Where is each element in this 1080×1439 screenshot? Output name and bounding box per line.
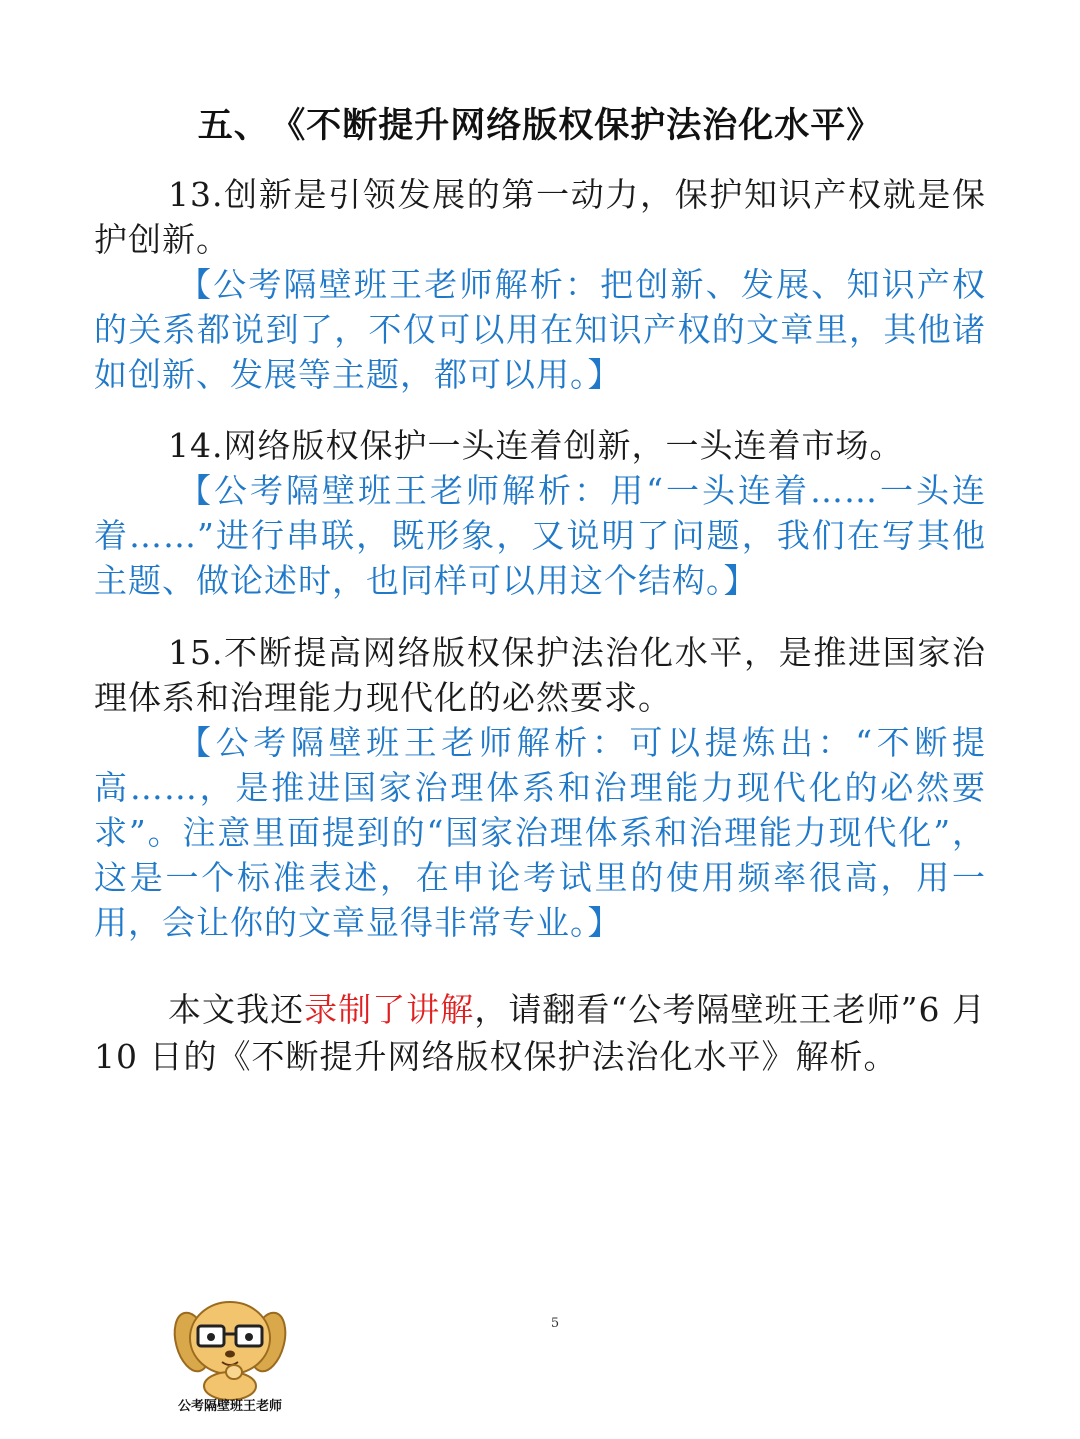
- analysis-text: 【公考隔壁班王老师解析：用“一头连着……一头连着……”进行串联，既形象，又说明了问题，我们在写其他主题、做论述时，也同样可以用这个结构。】: [94, 471, 986, 600]
- mascot-label: 公考隔壁班王老师: [177, 1399, 282, 1414]
- quote-item: [94, 172, 986, 397]
- note-text-after: ，请翻看“公考隔壁班王老师”6 月 10 日的《不断提升网络版权保护法治化水平》解析。: [94, 990, 987, 1076]
- section-number: 五、: [197, 106, 270, 146]
- dog-with-glasses-icon: [170, 1290, 290, 1400]
- quote-item: [94, 630, 986, 945]
- quote-item: [94, 423, 986, 603]
- page-number: 5: [550, 1316, 560, 1331]
- note-highlight: 录制了讲解: [304, 990, 475, 1029]
- note-text-before: 本文我还: [168, 990, 305, 1029]
- analysis-text: 【公考隔壁班王老师解析：可以提炼出：“不断提高……，是推进国家治理体系和治理能力现代化的必然要求”。注意里面提到的“国家治理体系和治理能力现代化”，这是一个标准表述，在申论考试里的使用频率很高，用一用，会让你的文章显得非常专业。】: [94, 723, 986, 942]
- quote-text: 14.网络版权保护一头连着创新，一头连着市场。: [168, 426, 904, 465]
- quote-text: 15.不断提高网络版权保护法治化水平，是推进国家治理体系和治理能力现代化的必然要求。: [94, 633, 986, 717]
- quote-text: 13.创新是引领发展的第一动力，保护知识产权就是保护创新。: [94, 175, 986, 259]
- analysis-text: 【公考隔壁班王老师解析：把创新、发展、知识产权的关系都说到了，不仅可以用在知识产权的文章里，其他诸如创新、发展等主题，都可以用。】: [94, 265, 986, 394]
- section-title: 《不断提升网络版权保护法治化水平》: [287, 106, 883, 146]
- section-heading: [0, 98, 1080, 148]
- closing-note: [94, 986, 986, 1080]
